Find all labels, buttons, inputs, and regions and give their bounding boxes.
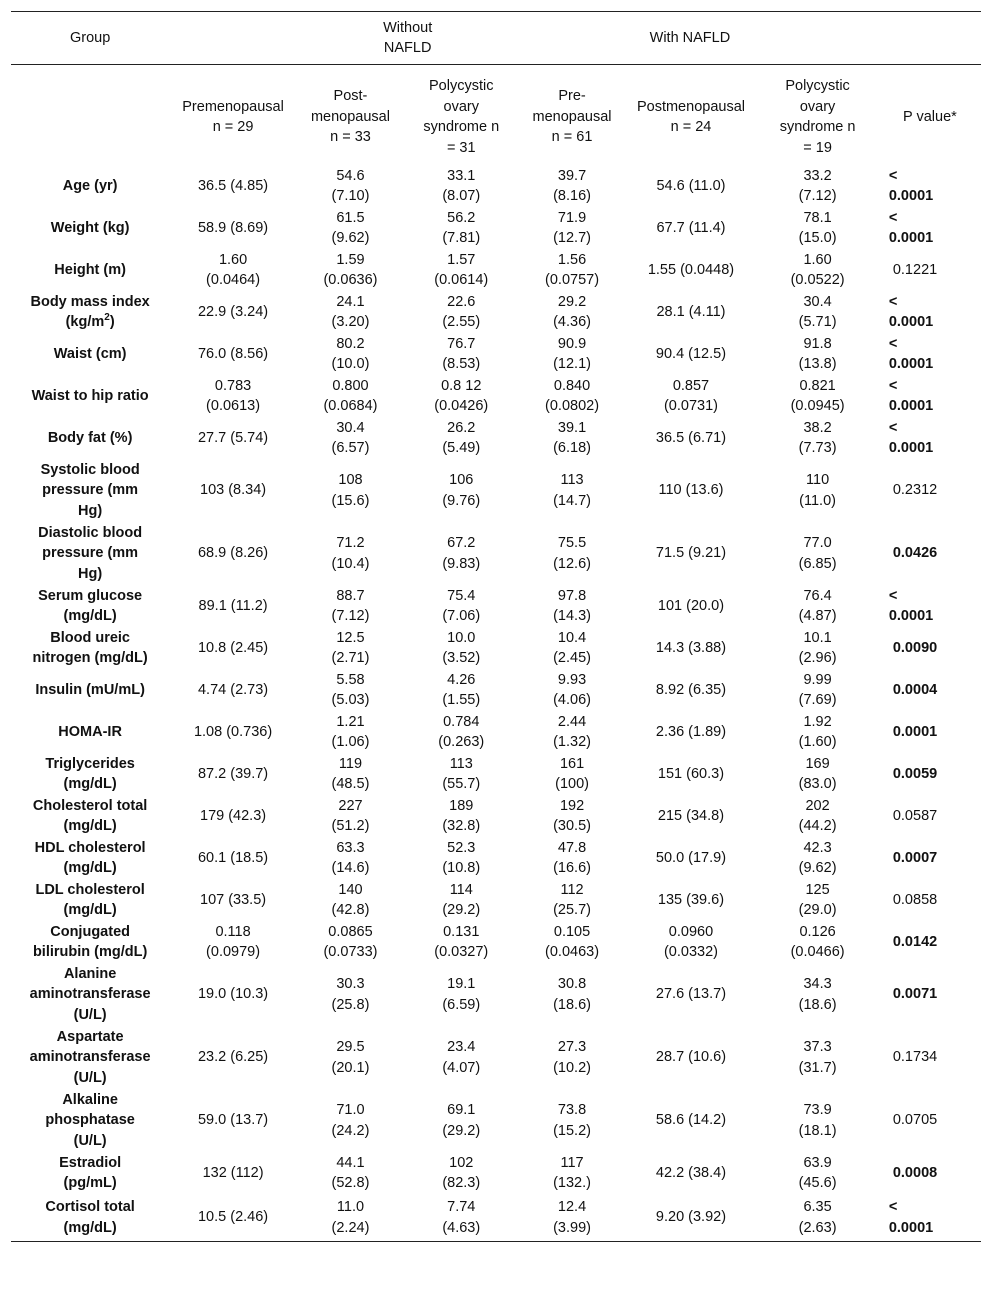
value-cell: 1.55 (0.0448) [647, 261, 735, 278]
value-cell: 192 (30.5) [553, 797, 591, 834]
value-cell: 90.9 (12.1) [553, 335, 591, 372]
table-row [11, 1194, 981, 1242]
value-cell: 1.60 (0.0522) [790, 251, 845, 288]
table-row [11, 459, 981, 522]
value-cell: 113 (55.7) [442, 755, 481, 792]
variable-label: Body mass index $(kg/m^2)$ [30, 293, 150, 330]
p-value-cell: 0.1734 [892, 1049, 938, 1066]
table-row [11, 522, 981, 585]
table-row [11, 1152, 981, 1194]
value-cell: 77.0 (6.85) [798, 535, 837, 572]
value-cell: 0.800 (0.0684) [323, 377, 378, 414]
value-cell: 9.99 (7.69) [798, 671, 837, 708]
table-body [11, 165, 981, 1242]
table-row [11, 669, 981, 711]
value-cell: 59.0 (13.7) [197, 1112, 269, 1129]
value-cell: 179 (42.3) [200, 807, 267, 824]
value-cell: 44.1 (52.8) [331, 1154, 370, 1191]
value-cell: 117 (132.) [553, 1154, 591, 1191]
without-nafld-label: Without NAFLD [383, 19, 433, 56]
table-row [11, 1026, 981, 1089]
p-value-cell: < 0.0001 [888, 419, 934, 456]
value-cell: 87.2 (39.7) [197, 765, 269, 782]
column-header: Post- menopausal n = 33 [310, 88, 390, 146]
value-cell: 27.7 (5.74) [197, 429, 269, 446]
p-value-cell: 0.0587 [892, 807, 938, 824]
table-row [11, 417, 981, 459]
variable-label: Diastolic blood pressure (mm Hg) [38, 524, 143, 582]
value-cell: 151 (60.3) [657, 765, 725, 782]
table-row [11, 1089, 981, 1152]
value-cell: 10.4 (2.45) [553, 629, 591, 666]
value-cell: 202 (44.2) [798, 797, 837, 834]
table-row [11, 753, 981, 795]
value-cell: 73.9 (18.1) [798, 1102, 837, 1139]
value-cell: 0.131 (0.0327) [434, 923, 489, 960]
value-cell: 36.5 (6.71) [655, 429, 727, 446]
variable-label: Insulin (mU/mL) [35, 681, 145, 698]
value-cell: 73.8 (15.2) [553, 1102, 591, 1139]
value-cell: 28.1 (4.11) [656, 303, 726, 320]
p-value-cell: < 0.0001 [888, 587, 934, 624]
with-nafld-label: With NAFLD [649, 29, 731, 46]
table-row [11, 627, 981, 669]
value-cell: 4.74 (2.73) [197, 681, 269, 698]
value-cell: 39.7 (8.16) [553, 167, 591, 204]
value-cell: 169 (83.0) [798, 755, 837, 792]
p-value-cell: 0.0059 [892, 765, 938, 782]
value-cell: 1.57 (0.0614) [434, 251, 489, 288]
value-cell: 110 (11.0) [799, 472, 836, 509]
group-header-row [11, 12, 981, 65]
value-cell: 30.4 (6.57) [331, 419, 370, 456]
value-cell: 10.5 (2.46) [169, 1194, 297, 1242]
column-header-row [11, 65, 981, 166]
variable-label: Systolic blood pressure (mm Hg) [40, 461, 140, 519]
value-cell: 0.821 (0.0945) [790, 377, 845, 414]
value-cell: 26.2 (5.49) [442, 419, 481, 456]
value-cell: 102 (82.3) [442, 1154, 481, 1191]
variable-label: Serum glucose (mg/dL) [38, 587, 143, 624]
value-cell: 112 (25.7) [553, 881, 591, 918]
p-value-cell: 0.0008 [892, 1164, 938, 1181]
p-value-cell: 0.0001 [892, 723, 938, 740]
value-cell: 161 (100) [555, 755, 589, 792]
spacer-cell [169, 12, 297, 65]
value-cell: 2.44 (1.32) [553, 713, 591, 750]
p-value-cell: 0.2312 [892, 482, 938, 499]
column-header: Polycystic ovary syndrome n = 19 [779, 78, 856, 156]
value-cell: 132 (112) [202, 1164, 264, 1181]
value-cell: 52.3 (10.8) [442, 839, 481, 876]
p-value-cell: < 0.0001 [888, 293, 934, 330]
value-cell: 2.36 (1.89) [655, 723, 727, 740]
variable-label: Waist (cm) [53, 345, 127, 362]
value-cell: 113 (14.7) [553, 472, 591, 509]
value-cell: 1.92 (1.60) [798, 713, 837, 750]
value-cell: 76.0 (8.56) [197, 345, 269, 362]
table-row [11, 879, 981, 921]
variable-label: Aspartate aminotransferase (U/L) [29, 1028, 151, 1086]
value-cell: 47.8 (16.6) [553, 839, 591, 876]
value-cell: 34.3 (18.6) [798, 976, 837, 1013]
p-value-cell: 0.0071 [892, 986, 938, 1003]
value-cell: 108 (15.6) [331, 472, 370, 509]
value-cell: 33.1 (8.07) [442, 167, 481, 204]
value-cell: 23.2 (6.25) [197, 1049, 269, 1066]
variable-label: Age (yr) [62, 177, 118, 194]
value-cell: 54.6 (11.0) [656, 177, 726, 194]
p-value-cell: < 0.0001 [888, 167, 934, 204]
superscript: 2 [104, 312, 110, 324]
value-cell: 71.2 (10.4) [331, 535, 370, 572]
value-cell: 1.08 (0.736) [193, 723, 273, 740]
value-cell: 76.7 (8.53) [442, 335, 481, 372]
empty-header-cell [11, 65, 169, 166]
value-cell: 19.1 (6.59) [442, 976, 481, 1013]
value-cell: 14.3 (3.88) [655, 639, 727, 656]
value-cell: 0.118 (0.0979) [206, 923, 261, 960]
value-cell: 1.56 (0.0757) [545, 251, 600, 288]
value-cell: 4.26 (1.55) [442, 671, 481, 708]
table-row [11, 921, 981, 963]
value-cell: 0.857 (0.0731) [663, 377, 718, 414]
value-cell: 68.9 (8.26) [197, 545, 269, 562]
p-value-cell: 0.0004 [892, 681, 938, 698]
value-cell: 63.3 (14.6) [331, 839, 370, 876]
value-cell: 107 (33.5) [200, 891, 267, 908]
without-nafld-header [297, 12, 519, 65]
value-cell: 88.7 (7.12) [331, 587, 370, 624]
table-row [11, 585, 981, 627]
table-row [11, 333, 981, 375]
value-cell: 71.9 (12.7) [553, 209, 591, 246]
value-cell: 67.2 (9.83) [442, 535, 481, 572]
p-value-cell: 0.1221 [892, 261, 938, 278]
value-cell: 23.4 (4.07) [442, 1039, 481, 1076]
table-row [11, 207, 981, 249]
value-cell: 19.0 (10.3) [197, 986, 269, 1003]
value-cell: 75.5 (12.6) [553, 535, 591, 572]
with-nafld-header [626, 12, 981, 65]
p-value-cell: 0.0142 [892, 933, 938, 950]
value-cell: 71.0 (24.2) [331, 1102, 370, 1139]
value-cell: 50.0 (17.9) [655, 849, 727, 866]
value-cell: 227 (51.2) [331, 797, 370, 834]
value-cell: 1.60 (0.0464) [206, 251, 261, 288]
value-cell: 91.8 (13.8) [798, 335, 837, 372]
value-cell: 0.126 (0.0466) [790, 923, 845, 960]
value-cell: 0.8 12 (0.0426) [434, 377, 489, 414]
value-cell: 80.2 (10.0) [331, 335, 370, 372]
value-cell: 8.92 (6.35) [655, 681, 727, 698]
value-cell: 12.5 (2.71) [331, 629, 370, 666]
value-cell: 0.784 (0.263) [438, 713, 485, 750]
table-row [11, 375, 981, 417]
value-cell: 189 (32.8) [442, 797, 481, 834]
value-cell: 58.6 (14.2) [655, 1112, 727, 1129]
variable-label: HOMA-IR [58, 723, 122, 740]
p-value-cell: 0.0426 [892, 545, 938, 562]
value-cell: 10.0 (3.52) [442, 629, 481, 666]
value-cell: 103 (8.34) [200, 482, 267, 499]
value-cell: 140 (42.8) [331, 881, 370, 918]
value-cell: 67.7 (11.4) [656, 219, 726, 236]
variable-label: Triglycerides (mg/dL) [45, 755, 135, 792]
table-row [11, 837, 981, 879]
value-cell: 37.3 (31.7) [798, 1039, 837, 1076]
value-cell: 10.1 (2.96) [798, 629, 837, 666]
value-cell: 0.0865 (0.0733) [323, 923, 378, 960]
value-cell: 42.3 (9.62) [798, 839, 837, 876]
value-cell: 5.58 (5.03) [331, 671, 370, 708]
value-cell: 97.8 (14.3) [553, 587, 591, 624]
p-value-cell: < 0.0001 [888, 335, 934, 372]
value-cell: 22.9 (3.24) [197, 303, 269, 320]
value-cell: 22.6 (2.55) [442, 293, 481, 330]
value-cell: 9.93 (4.06) [553, 671, 591, 708]
value-cell: 30.3 (25.8) [331, 976, 370, 1013]
value-cell: 71.5 (9.21) [655, 545, 727, 562]
table-row [11, 165, 981, 207]
p-value-cell: < 0.0001 [888, 209, 934, 246]
value-cell: 28.7 (10.6) [655, 1049, 727, 1066]
value-cell: 36.5 (4.85) [197, 177, 269, 194]
p-value-cell: < 0.0001 [888, 377, 934, 414]
value-cell: 89.1 (11.2) [198, 597, 268, 614]
p-value-cell: 0.0858 [892, 891, 938, 908]
value-cell: 6.35 (2.63) [756, 1194, 879, 1242]
variable-label: Alanine aminotransferase (U/L) [29, 965, 151, 1023]
group-header [11, 12, 169, 65]
value-cell: 60.1 (18.5) [197, 849, 269, 866]
value-cell: 56.2 (7.81) [442, 209, 481, 246]
value-cell: 54.6 (7.10) [331, 167, 370, 204]
value-cell: 125 (29.0) [798, 881, 837, 918]
value-cell: 11.0 (2.24) [297, 1194, 404, 1242]
value-cell: 101 (20.0) [657, 597, 725, 614]
p-value-cell: 0.0090 [892, 639, 938, 656]
results-table-container [11, 11, 981, 1242]
variable-label: LDL cholesterol (mg/dL) [35, 881, 145, 918]
table-row [11, 249, 981, 291]
column-header: Postmenopausal n = 24 [636, 98, 745, 135]
value-cell: 90.4 (12.5) [655, 345, 727, 362]
variable-label: Cortisol total (mg/dL) [11, 1194, 169, 1242]
p-value-column-header: P value* [903, 108, 957, 125]
value-cell: 215 (34.8) [657, 807, 725, 824]
value-cell: 0.840 (0.0802) [545, 377, 600, 414]
table-row [11, 795, 981, 837]
value-cell: 61.5 (9.62) [331, 209, 370, 246]
column-header: Premenopausal n = 29 [182, 98, 284, 135]
value-cell: 10.8 (2.45) [197, 639, 269, 656]
value-cell: 58.9 (8.69) [197, 219, 269, 236]
variable-label: Height (m) [54, 261, 126, 278]
value-cell: 0.783 (0.0613) [206, 377, 261, 414]
variable-label: Cholesterol total (mg/dL) [32, 797, 148, 834]
variable-label: Weight (kg) [50, 219, 130, 236]
value-cell: 30.4 (5.71) [798, 293, 837, 330]
value-cell: 38.2 (7.73) [798, 419, 837, 456]
value-cell: 76.4 (4.87) [798, 587, 837, 624]
results-table [11, 11, 981, 1242]
value-cell: 1.21 (1.06) [331, 713, 370, 750]
p-value-cell: 0.0007 [892, 849, 938, 866]
value-cell: 39.1 (6.18) [553, 419, 591, 456]
value-cell: 78.1 (15.0) [798, 209, 837, 246]
variable-label: Alkaline phosphatase (U/L) [45, 1091, 135, 1149]
value-cell: 29.2 (4.36) [553, 293, 591, 330]
value-cell: 7.74 (4.63) [404, 1194, 518, 1242]
value-cell: 110 (13.6) [658, 482, 724, 499]
table-row [11, 291, 981, 333]
value-cell: 33.2 (7.12) [798, 167, 837, 204]
variable-label: Body fat (%) [47, 429, 133, 446]
variable-label: Waist to hip ratio [31, 387, 149, 404]
table-row [11, 711, 981, 753]
table-row [11, 963, 981, 1026]
value-cell: 69.1 (29.2) [442, 1102, 481, 1139]
value-cell: 42.2 (38.4) [655, 1164, 727, 1181]
p-value-cell: < 0.0001 [879, 1194, 981, 1242]
value-cell: 0.0960 (0.0332) [663, 923, 718, 960]
value-cell: 119 (48.5) [331, 755, 370, 792]
value-cell: 75.4 (7.06) [442, 587, 481, 624]
value-cell: 9.20 (3.92) [626, 1194, 757, 1242]
value-cell: 63.9 (45.6) [798, 1154, 837, 1191]
value-cell: 29.5 (20.1) [331, 1039, 370, 1076]
value-cell: 27.3 (10.2) [553, 1039, 591, 1076]
value-cell: 0.105 (0.0463) [545, 923, 600, 960]
spacer-cell [518, 12, 625, 65]
value-cell: 24.1 (3.20) [331, 293, 370, 330]
group-header-label: Group [69, 29, 111, 46]
variable-label: Blood ureic nitrogen (mg/dL) [32, 629, 148, 666]
value-cell: 27.6 (13.7) [655, 986, 727, 1003]
value-cell: 12.4 (3.99) [518, 1194, 625, 1242]
column-header: Polycystic ovary syndrome n = 31 [423, 78, 500, 156]
variable-label: Estradiol (pg/mL) [59, 1154, 122, 1191]
p-value-cell: 0.0705 [892, 1112, 938, 1129]
value-cell: 30.8 (18.6) [553, 976, 591, 1013]
value-cell: 106 (9.76) [442, 472, 481, 509]
variable-label: Conjugated bilirubin (mg/dL) [32, 923, 148, 960]
value-cell: 114 (29.2) [442, 881, 481, 918]
value-cell: 135 (39.6) [657, 891, 725, 908]
column-header: Pre- menopausal n = 61 [532, 88, 612, 146]
value-cell: 1.59 (0.0636) [323, 251, 378, 288]
variable-label: HDL cholesterol (mg/dL) [34, 839, 146, 876]
